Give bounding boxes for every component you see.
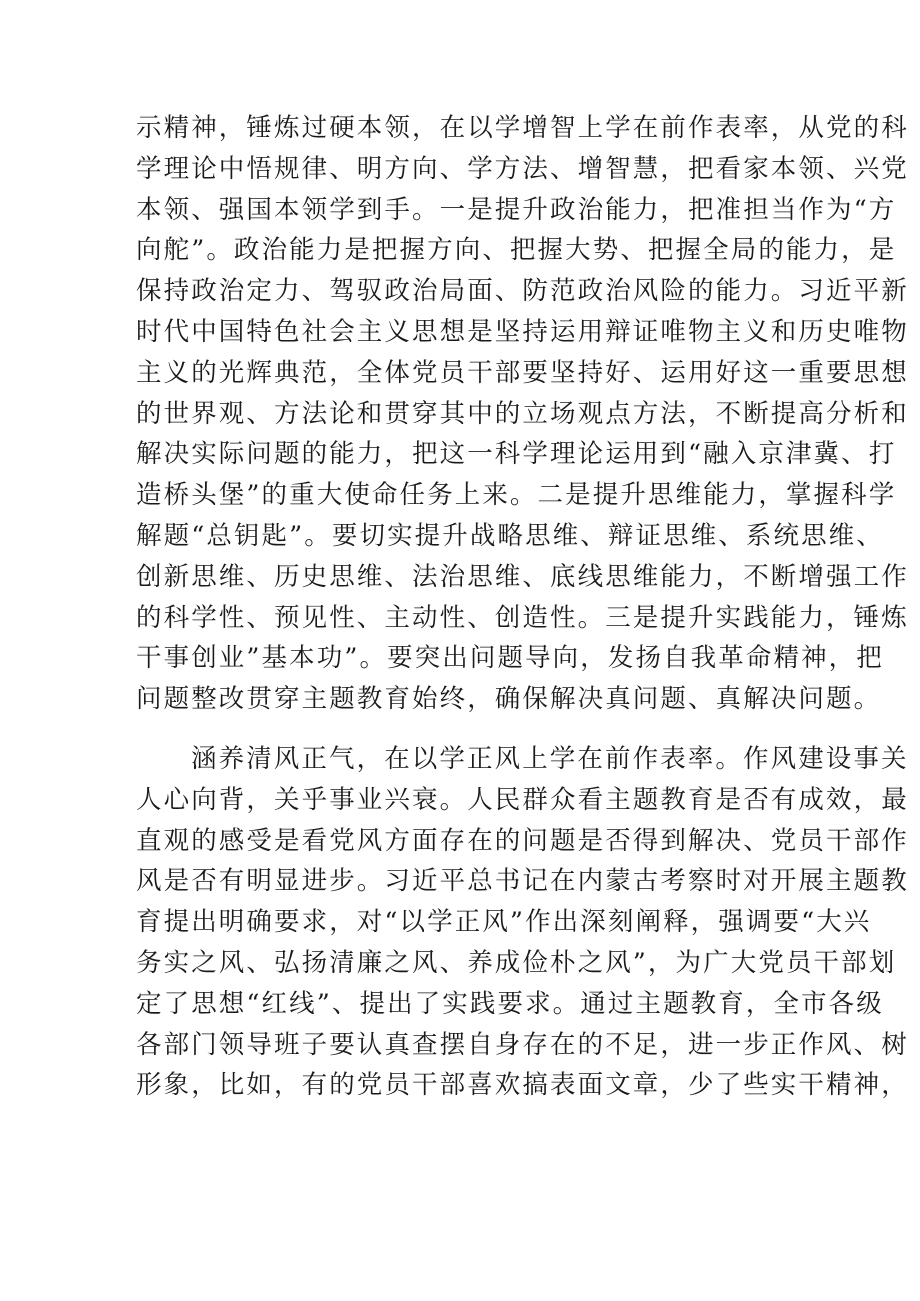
text-line: 主义的光辉典范，全体党员干部要坚持好、运用好这一重要思想 (136, 357, 909, 388)
text-line: 直观的感受是看党风方面存在的问题是否得到解决、党员干部作 (136, 825, 909, 856)
text-line: 解决实际问题的能力，把这一科学理论运用到“融入京津冀、打 (136, 439, 897, 470)
document-body (136, 108, 909, 1106)
paragraph-1 (136, 108, 909, 720)
text-line: 时代中国特色社会主义思想是坚持运用辩证唯物主义和历史唯物 (136, 316, 909, 347)
text-line: 人心向背，关乎事业兴衰。人民群众看主题教育是否有成效，最 (136, 784, 909, 815)
text-line: 示精神，锤炼过硬本领，在以学增智上学在前作表率，从党的科 (136, 113, 909, 143)
text-line: 各部门领导班子要认真查摆自身存在的不足，进一步正作风、树 (136, 1029, 909, 1060)
text-line: 本领、强国本领学到手。一是提升政治能力，把准担当作为“方 (136, 194, 897, 225)
text-line: 定了思想“红线”、提出了实践要求。通过主题教育，全市各级 (136, 988, 884, 1019)
text-line: 保持政治定力、驾驭政治局面、防范政治风险的能力。习近平新 (136, 276, 909, 307)
paragraph-2 (136, 739, 909, 1106)
text-line: 向舵”。政治能力是把握方向、把握大势、把握全局的能力，是 (136, 235, 897, 266)
text-line: 问题整改贯穿主题教育始终，确保解决真问题、真解决问题。 (136, 684, 882, 715)
text-line: 育提出明确要求，对“以学正风”作出深刻阐释，强调要“大兴 (136, 907, 872, 938)
text-line: 解题“总钥匙”。要切实提升战略思维、辩证思维、系统思维、 (136, 520, 884, 551)
text-line: 干事创业”基本功”。要突出问题导向，发扬自我革命精神，把 (136, 643, 884, 674)
text-line: 形象，比如，有的党员干部喜欢搞表面文章，少了些实干精神， (136, 1070, 909, 1101)
text-line: 造桥头堡”的重大使命任务上来。二是提升思维能力，掌握科学 (136, 480, 897, 511)
text-line-indented: 涵养清风正气，在以学正风上学在前作表率。作风建设事关 (191, 743, 909, 774)
text-line: 创新思维、历史思维、法治思维、底线思维能力，不断增强工作 (136, 561, 909, 592)
text-line: 的世界观、方法论和贯穿其中的立场观点方法，不断提高分析和 (136, 398, 909, 429)
text-line: 学理论中悟规律、明方向、学方法、增智慧，把看家本领、兴党 (136, 153, 909, 184)
text-line: 的科学性、预见性、主动性、创造性。三是提升实践能力，锤炼 (136, 602, 909, 633)
text-line: 风是否有明显进步。习近平总书记在内蒙古考察时对开展主题教 (136, 866, 909, 897)
text-line: 务实之风、弘扬清廉之风、养成俭朴之风”，为广大党员干部划 (136, 947, 897, 978)
